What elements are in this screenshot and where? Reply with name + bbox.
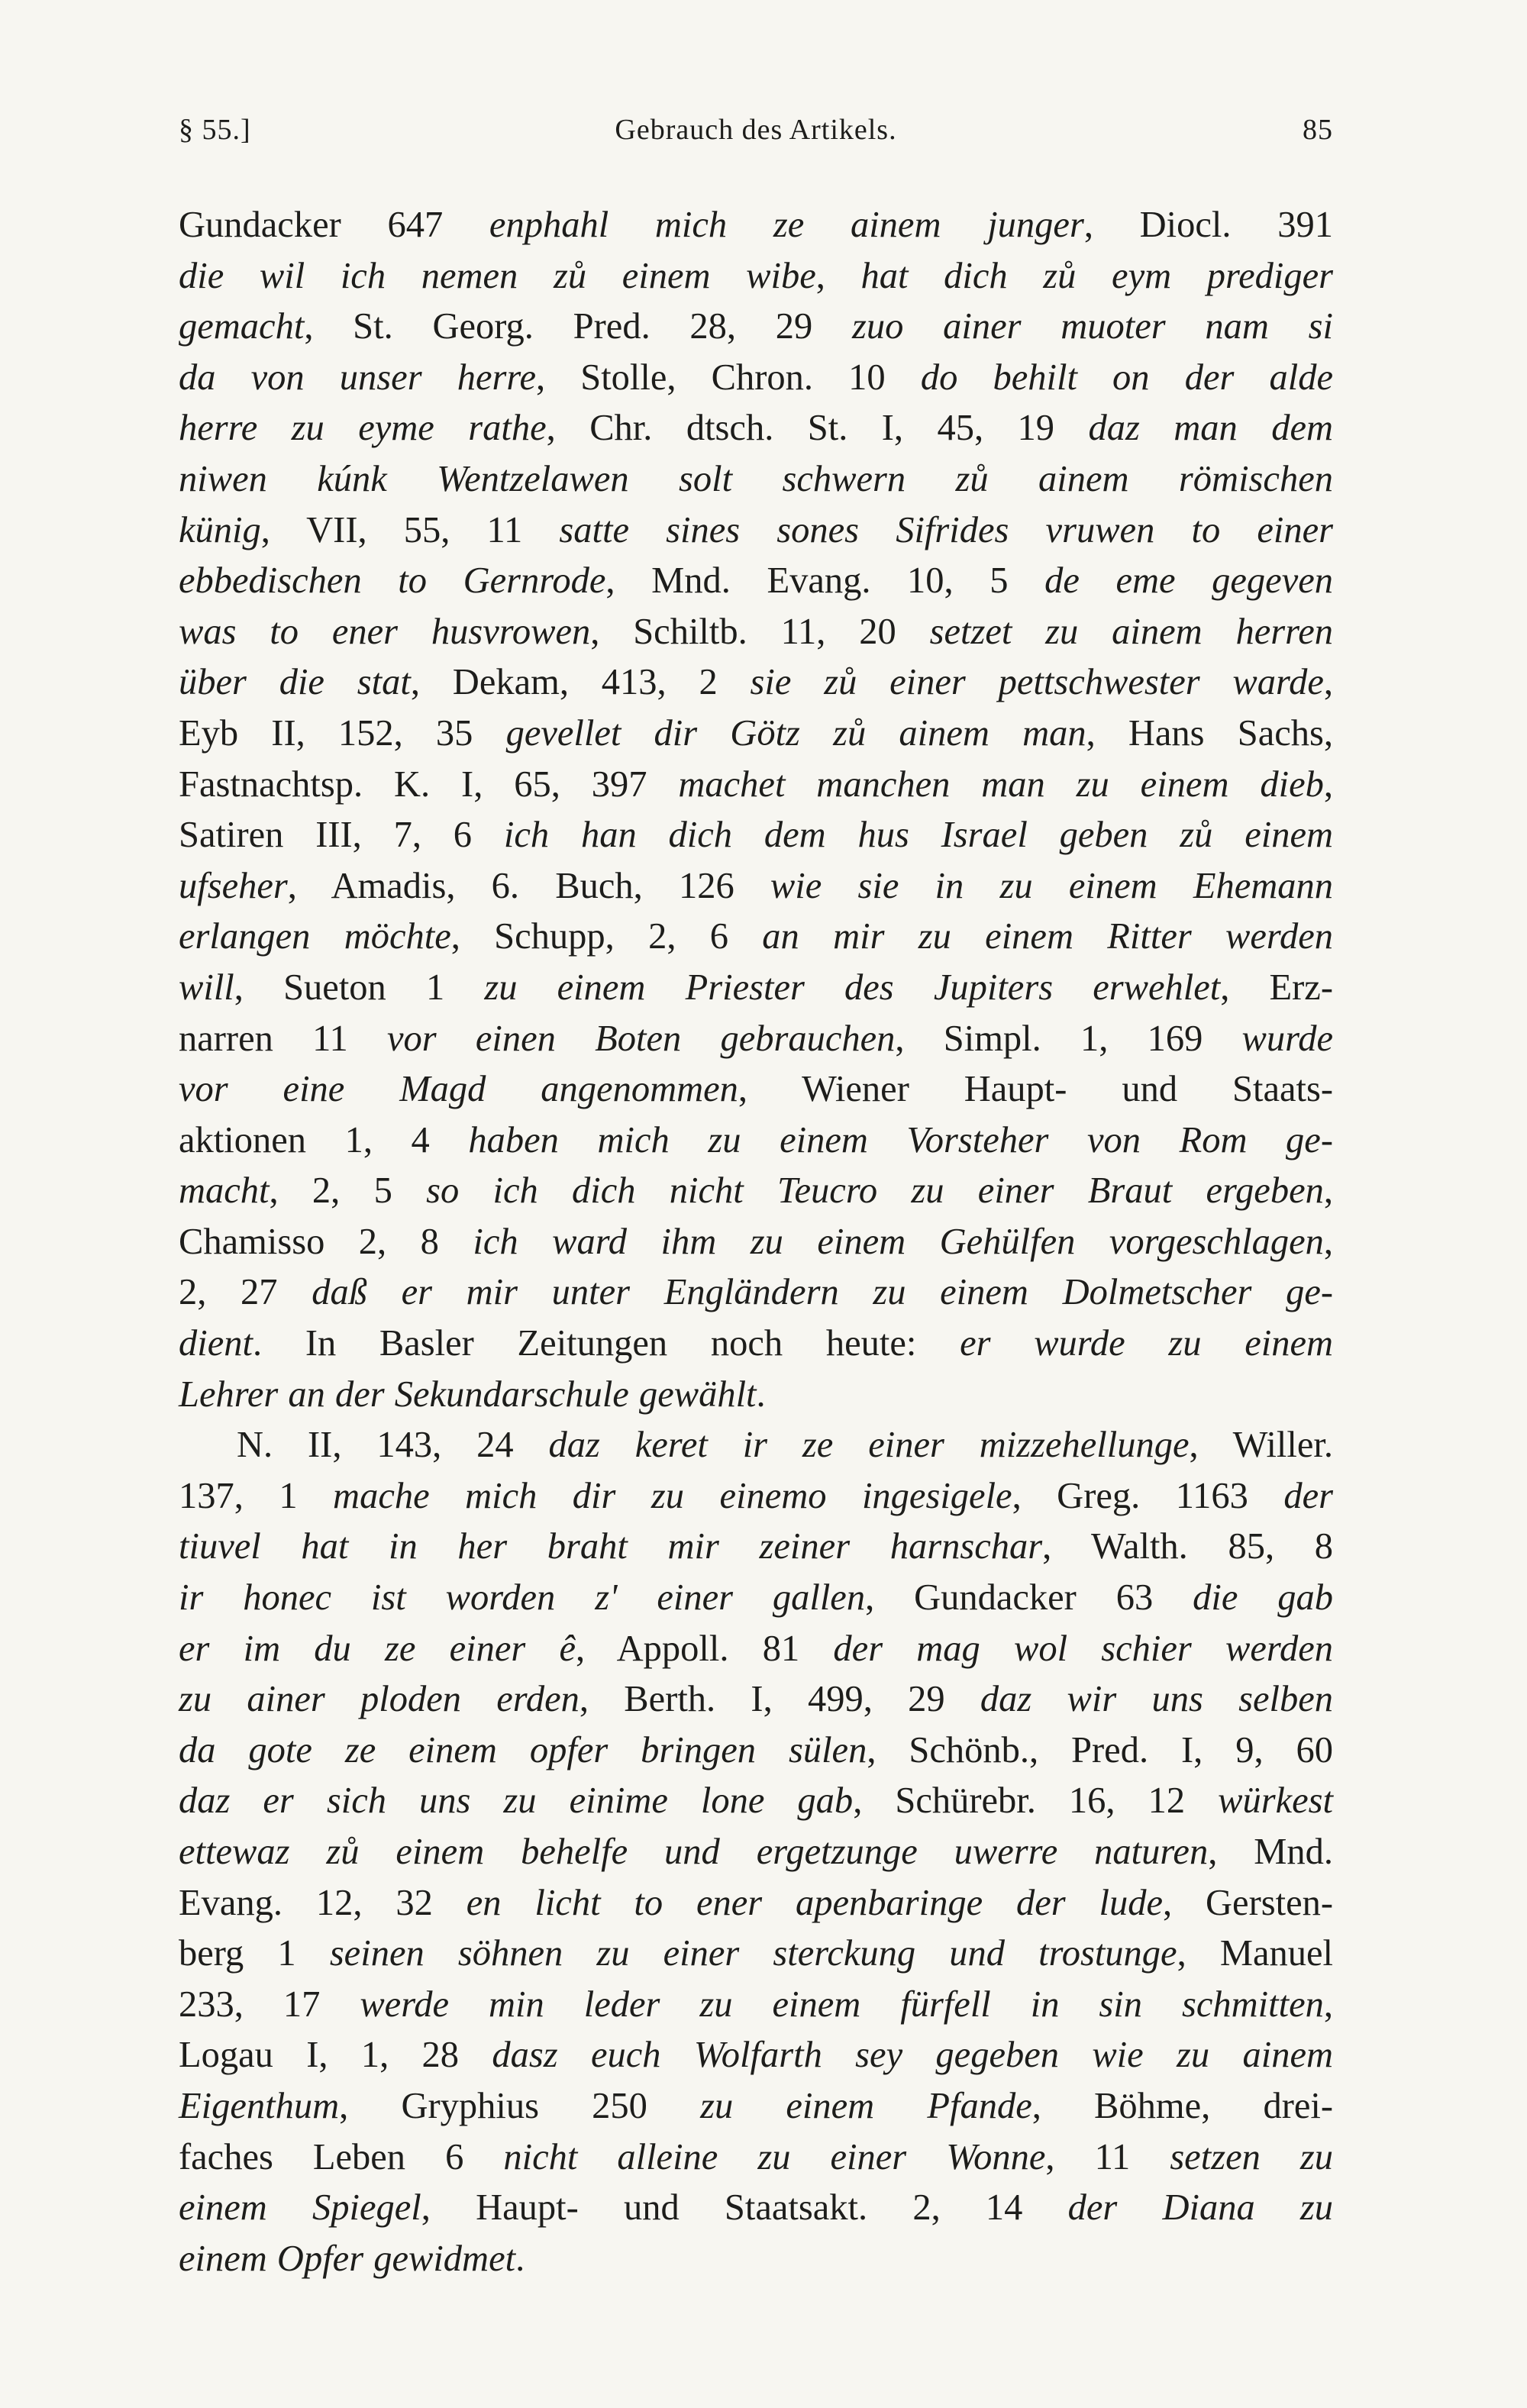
citation-quote: ich han dich dem hus Israel geben zů einem [503,815,1333,856]
citation-quote: an mir zu einem Ritter werden [762,916,1333,957]
citation-quote: dasz euch Wolfarth sey gegeben wie zu ainem [492,2035,1333,2076]
citation-quote: daz man dem [1088,408,1333,449]
text-line [179,2132,1333,2184]
text-line [179,1420,1333,1471]
source-reference: , Amadis, 6. Buch, 126 [287,865,770,906]
paragraph [179,1420,1333,2284]
citation-quote: ettewaz zů einem behelfe und ergetzunge uwerre naturen [179,1832,1209,1872]
citation-quote: einem Spiegel [179,2187,421,2229]
text-line [179,607,1333,658]
source-reference: , Greg. 1163 [1012,1475,1284,1516]
source-reference: , VII, 55, 11 [260,509,560,550]
source-reference: N. II, 143, 24 [237,1425,549,1466]
text-line [179,556,1333,607]
source-reference: , Manuel [1177,1933,1333,1974]
citation-quote: einem Opfer gewidmet [179,2238,516,2279]
citation-quote: gevellet dir Götz zů ainem man [505,712,1086,754]
citation-quote: zu ainer ploden erden [179,1679,579,1720]
citation-quote: der Diana zu [1067,2187,1334,2229]
source-reference: , 2, 5 [269,1170,427,1212]
text-line [179,302,1333,353]
source-reference: , Mnd. Evang. 10, 5 [605,560,1045,602]
text-line [179,810,1333,861]
citation-quote: daz er sich uns zu einime lone gab [179,1780,854,1822]
source-reference: , Schiltb. 11, 20 [590,611,930,652]
source-reference: berg 1 [179,1933,330,1974]
text-line [179,1471,1333,1522]
source-reference: , 11 [1045,2136,1170,2177]
source-reference: , Mnd. [1208,1832,1333,1872]
citation-quote: daz keret ir ze einer mizzehellunge [548,1425,1190,1466]
text-line [179,2081,1333,2132]
citation-quote: niwen kúnk Wentzelawen solt schwern zů ainem römischen [179,458,1333,499]
citation-quote: en licht to ener apenbaringe der lude [466,1882,1164,1923]
source-reference: , Wiener Haupt- und Staats- [738,1069,1333,1110]
text-line [179,1827,1333,1878]
source-reference: , Böhme, drei- [1031,2085,1334,2126]
source-reference: Evang. 12, 32 [179,1882,466,1923]
running-head [179,113,1333,159]
source-reference: , [815,255,861,296]
text-line [179,2234,1333,2285]
citation-quote: so ich dich nicht Teucro zu einer Braut ergeben [426,1170,1324,1212]
citation-quote: er wurde zu einem [960,1323,1334,1364]
citation-quote: Lehrer an der Sekundarschule gewählt [179,1373,757,1415]
text-line [179,1115,1333,1167]
text-line [179,1776,1333,1827]
text-line [179,1573,1333,1624]
citation-quote: ufseher [179,865,288,906]
source-reference: Gundacker 647 [179,205,489,245]
citation-quote: die gab [1193,1577,1333,1619]
source-reference: , [1323,1170,1333,1212]
source-reference: 137, 1 [179,1475,334,1516]
citation-quote: gemacht [179,306,305,347]
text-line [179,2183,1333,2234]
page-title: Gebrauch des Artikels. [615,114,897,146]
citation-quote: Eigenthum [179,2085,340,2126]
text-line [179,1522,1333,1573]
source-reference: , [1323,763,1333,805]
text-line [179,454,1333,505]
citation-quote: vor einen Boten gebrauchen [387,1018,896,1059]
citation-quote: setzet zu ainem herren [929,611,1334,652]
text-line [179,1929,1333,1980]
source-reference: 233, 17 [179,1984,360,2025]
citation-quote: do behilt on der alde [920,357,1333,398]
citation-quote: tiuvel hat in her braht mir zeiner harnschar [179,1526,1043,1567]
source-reference: 2, 27 [179,1272,312,1313]
body-text [179,200,1333,2284]
citation-quote: würkest [1218,1780,1333,1822]
source-reference: faches Leben 6 [179,2136,504,2177]
source-reference: , Gundacker 63 [865,1577,1193,1619]
text-line [179,963,1333,1014]
citation-quote: macht [179,1170,270,1212]
citation-quote: nicht alleine zu einer Wonne [503,2136,1046,2177]
source-reference: , Appoll. 81 [576,1628,834,1669]
citation-quote: erlangen möchte [179,916,451,957]
citation-quote: über die stat [179,662,411,703]
source-reference: , Willer. [1189,1425,1334,1466]
text-line [179,1725,1333,1777]
source-reference: , [1323,1984,1333,2025]
text-line [179,1267,1333,1319]
source-reference: , Diocl. 391 [1083,205,1333,245]
citation-quote: vor eine Magd angenommen [179,1069,738,1110]
section-reference: § 55.] [179,114,251,146]
text-line [179,709,1333,760]
text-line [179,1370,1333,1421]
citation-quote: wurde [1241,1018,1333,1059]
citation-quote: mache mich dir zu einemo ingesigele [333,1475,1012,1516]
citation-quote: die wil ich nemen zů einem wibe [179,255,816,296]
source-reference: , Haupt- und Staatsakt. 2, 14 [421,2187,1068,2229]
source-reference: Satiren III, 7, 6 [179,815,504,856]
source-reference: . [756,1373,766,1415]
citation-quote: satte sines sones Sifrides vruwen to einer [559,509,1334,550]
citation-quote: seinen söhnen zu einer sterckung und trostunge [329,1933,1177,1974]
source-reference: , Hans Sachs, [1086,712,1333,754]
citation-quote: da gote ze einem opfer bringen sülen [179,1729,867,1770]
source-reference: aktionen 1, 4 [179,1119,469,1160]
source-reference: , [1323,662,1333,703]
text-line [179,1878,1333,1929]
text-line [179,505,1333,557]
citation-quote: hat dich zů eym prediger [860,255,1333,296]
source-reference: Chamisso 2, 8 [179,1221,473,1262]
citation-quote: setzen zu [1170,2136,1333,2177]
citation-quote: ebbedischen to Gernrode [179,560,606,602]
citation-quote: ir honec ist worden z' einer gallen [179,1577,866,1619]
citation-quote: werde min leder zu einem fürfell in sin schmitten [360,1984,1324,2025]
text-line [179,1980,1333,2031]
source-reference: , Schürebr. 16, 12 [853,1780,1219,1822]
citation-quote: will [179,967,234,1008]
citation-quote: wie sie in zu einem Ehemann [770,865,1334,906]
source-reference: Logau I, 1, 28 [179,2035,492,2076]
citation-quote: der mag wol schier werden [833,1628,1333,1669]
page-number: 85 [1303,114,1333,146]
source-reference: , Dekam, 413, 2 [410,662,751,703]
text-line [179,657,1333,709]
source-reference: . [515,2238,525,2279]
source-reference: Fastnachtsp. K. I, 65, 397 [179,763,679,805]
source-reference: . In Basler Zeitungen noch heute: [252,1323,960,1364]
citation-quote: künig [179,509,261,550]
citation-quote: er im du ze einer ê [179,1628,576,1669]
source-reference: , [1323,1221,1333,1262]
text-line [179,1674,1333,1725]
source-reference: , Simpl. 1, 169 [895,1018,1242,1059]
citation-quote: sie zů einer pettschwester warde [750,662,1324,703]
text-line [179,1014,1333,1065]
source-reference: , Walth. 85, 8 [1042,1526,1334,1567]
text-line [179,861,1333,912]
text-line [179,1217,1333,1268]
citation-quote: da von unser herre [179,357,536,398]
citation-quote: dient [179,1323,253,1364]
source-reference: , St. Georg. Pred. 28, 29 [304,306,853,347]
citation-quote: was to ener husvrowen [179,611,591,652]
source-reference: , Chr. dtsch. St. I, 45, 19 [546,408,1089,449]
source-reference: , Gryphius 250 [339,2085,701,2126]
source-reference: , Stolle, Chron. 10 [535,357,921,398]
text-line [179,1624,1333,1675]
text-line [179,1319,1333,1370]
source-reference: narren 11 [179,1018,387,1059]
text-line [179,1166,1333,1217]
text-line [179,912,1333,963]
citation-quote: haben mich zu einem Vorsteher von Rom ge- [468,1119,1333,1160]
citation-quote: de eme gegeven [1044,560,1333,602]
citation-quote: enphahl mich ze ainem junger [489,205,1084,245]
citation-quote: zuo ainer muoter nam si [852,306,1333,347]
citation-quote: machet manchen man zu einem dieb [678,763,1324,805]
paragraph [179,200,1333,1420]
text-line [179,200,1333,251]
text-line [179,353,1333,404]
citation-quote: zu einem Pfande [700,2085,1032,2126]
citation-quote: daß er mir unter Engländern zu einem Dolmetscher ge- [312,1272,1333,1313]
source-reference: , Sueton 1 [234,967,485,1008]
source-reference: , Erz- [1220,967,1333,1008]
citation-quote: zu einem Priester des Jupiters erwehlet [484,967,1221,1008]
source-reference: , Schupp, 2, 6 [450,916,763,957]
text-line [179,1064,1333,1115]
source-reference: , Schönb., Pred. I, 9, 60 [867,1729,1333,1770]
citation-quote: daz wir uns selben [980,1679,1333,1720]
source-reference: , Gersten- [1163,1882,1334,1923]
text-line [179,251,1333,302]
source-reference: Eyb II, 152, 35 [179,712,506,754]
citation-quote: der [1283,1475,1334,1516]
source-reference: , Berth. I, 499, 29 [579,1679,980,1720]
text-line [179,2030,1333,2081]
citation-quote: ich ward ihm zu einem Gehülfen vorgeschlagen [473,1221,1324,1262]
text-line [179,403,1333,454]
citation-quote: herre zu eyme rathe [179,408,547,449]
text-line [179,760,1333,811]
